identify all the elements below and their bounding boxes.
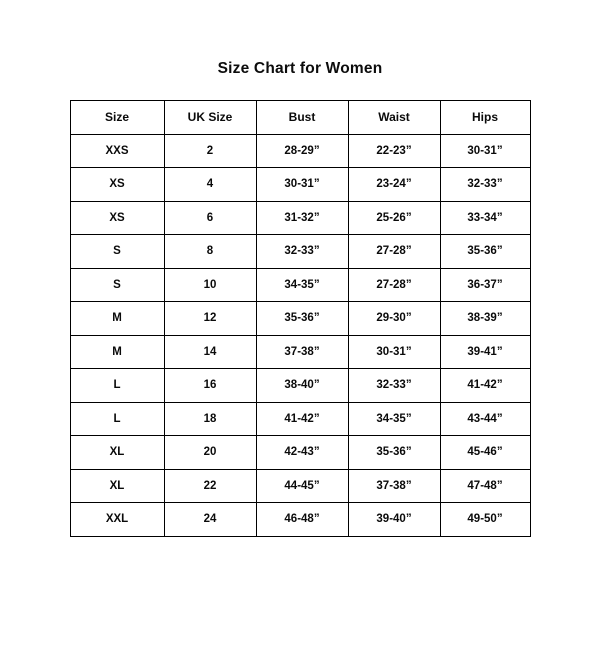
cell-uk-size: 8 (164, 235, 256, 269)
cell-uk-size: 18 (164, 402, 256, 436)
cell-waist: 27-28” (348, 268, 440, 302)
cell-hips: 32-33” (440, 168, 530, 202)
cell-waist: 32-33” (348, 369, 440, 403)
column-header-uk-size: UK Size (164, 101, 256, 135)
cell-size: XL (70, 436, 164, 470)
cell-uk-size: 4 (164, 168, 256, 202)
table-row (70, 369, 530, 403)
cell-size: M (70, 302, 164, 336)
cell-size: S (70, 268, 164, 302)
cell-uk-size: 22 (164, 469, 256, 503)
cell-size: M (70, 335, 164, 369)
cell-waist: 37-38” (348, 469, 440, 503)
cell-size: L (70, 402, 164, 436)
table-row (70, 134, 530, 168)
cell-uk-size: 24 (164, 503, 256, 537)
cell-size: XXS (70, 134, 164, 168)
cell-hips: 38-39” (440, 302, 530, 336)
cell-hips: 45-46” (440, 436, 530, 470)
page-root (0, 60, 600, 660)
column-header-hips: Hips (440, 101, 530, 135)
cell-uk-size: 10 (164, 268, 256, 302)
cell-hips: 49-50” (440, 503, 530, 537)
cell-bust: 32-33” (256, 235, 348, 269)
cell-size: XL (70, 469, 164, 503)
cell-uk-size: 14 (164, 335, 256, 369)
cell-bust: 37-38” (256, 335, 348, 369)
cell-size: XS (70, 168, 164, 202)
column-header-waist: Waist (348, 101, 440, 135)
table-row (70, 335, 530, 369)
cell-bust: 38-40” (256, 369, 348, 403)
cell-uk-size: 16 (164, 369, 256, 403)
cell-bust: 42-43” (256, 436, 348, 470)
cell-bust: 31-32” (256, 201, 348, 235)
cell-hips: 30-31” (440, 134, 530, 168)
cell-hips: 47-48” (440, 469, 530, 503)
table-header (70, 101, 530, 135)
cell-bust: 34-35” (256, 268, 348, 302)
cell-waist: 25-26” (348, 201, 440, 235)
cell-waist: 29-30” (348, 302, 440, 336)
cell-uk-size: 6 (164, 201, 256, 235)
cell-hips: 33-34” (440, 201, 530, 235)
cell-hips: 35-36” (440, 235, 530, 269)
table-row (70, 402, 530, 436)
cell-size: XXL (70, 503, 164, 537)
column-header-bust: Bust (256, 101, 348, 135)
page-title: Size Chart for Women (217, 60, 383, 77)
column-header-size: Size (70, 101, 164, 135)
cell-bust: 44-45” (256, 469, 348, 503)
table-row (70, 235, 530, 269)
table-header-row (70, 101, 530, 135)
table-body (70, 134, 530, 536)
cell-uk-size: 12 (164, 302, 256, 336)
cell-bust: 35-36” (256, 302, 348, 336)
size-chart-table (70, 100, 531, 537)
table-row (70, 436, 530, 470)
cell-hips: 39-41” (440, 335, 530, 369)
table-row (70, 503, 530, 537)
cell-bust: 46-48” (256, 503, 348, 537)
cell-waist: 39-40” (348, 503, 440, 537)
cell-size: XS (70, 201, 164, 235)
cell-waist: 23-24” (348, 168, 440, 202)
cell-waist: 27-28” (348, 235, 440, 269)
cell-uk-size: 2 (164, 134, 256, 168)
cell-waist: 30-31” (348, 335, 440, 369)
cell-waist: 22-23” (348, 134, 440, 168)
cell-bust: 41-42” (256, 402, 348, 436)
size-chart-container (0, 100, 600, 537)
cell-waist: 34-35” (348, 402, 440, 436)
cell-bust: 28-29” (256, 134, 348, 168)
cell-hips: 43-44” (440, 402, 530, 436)
table-row (70, 201, 530, 235)
table-row (70, 302, 530, 336)
cell-hips: 36-37” (440, 268, 530, 302)
table-row (70, 168, 530, 202)
cell-hips: 41-42” (440, 369, 530, 403)
cell-size: L (70, 369, 164, 403)
cell-bust: 30-31” (256, 168, 348, 202)
cell-uk-size: 20 (164, 436, 256, 470)
cell-waist: 35-36” (348, 436, 440, 470)
table-row (70, 469, 530, 503)
table-row (70, 268, 530, 302)
cell-size: S (70, 235, 164, 269)
